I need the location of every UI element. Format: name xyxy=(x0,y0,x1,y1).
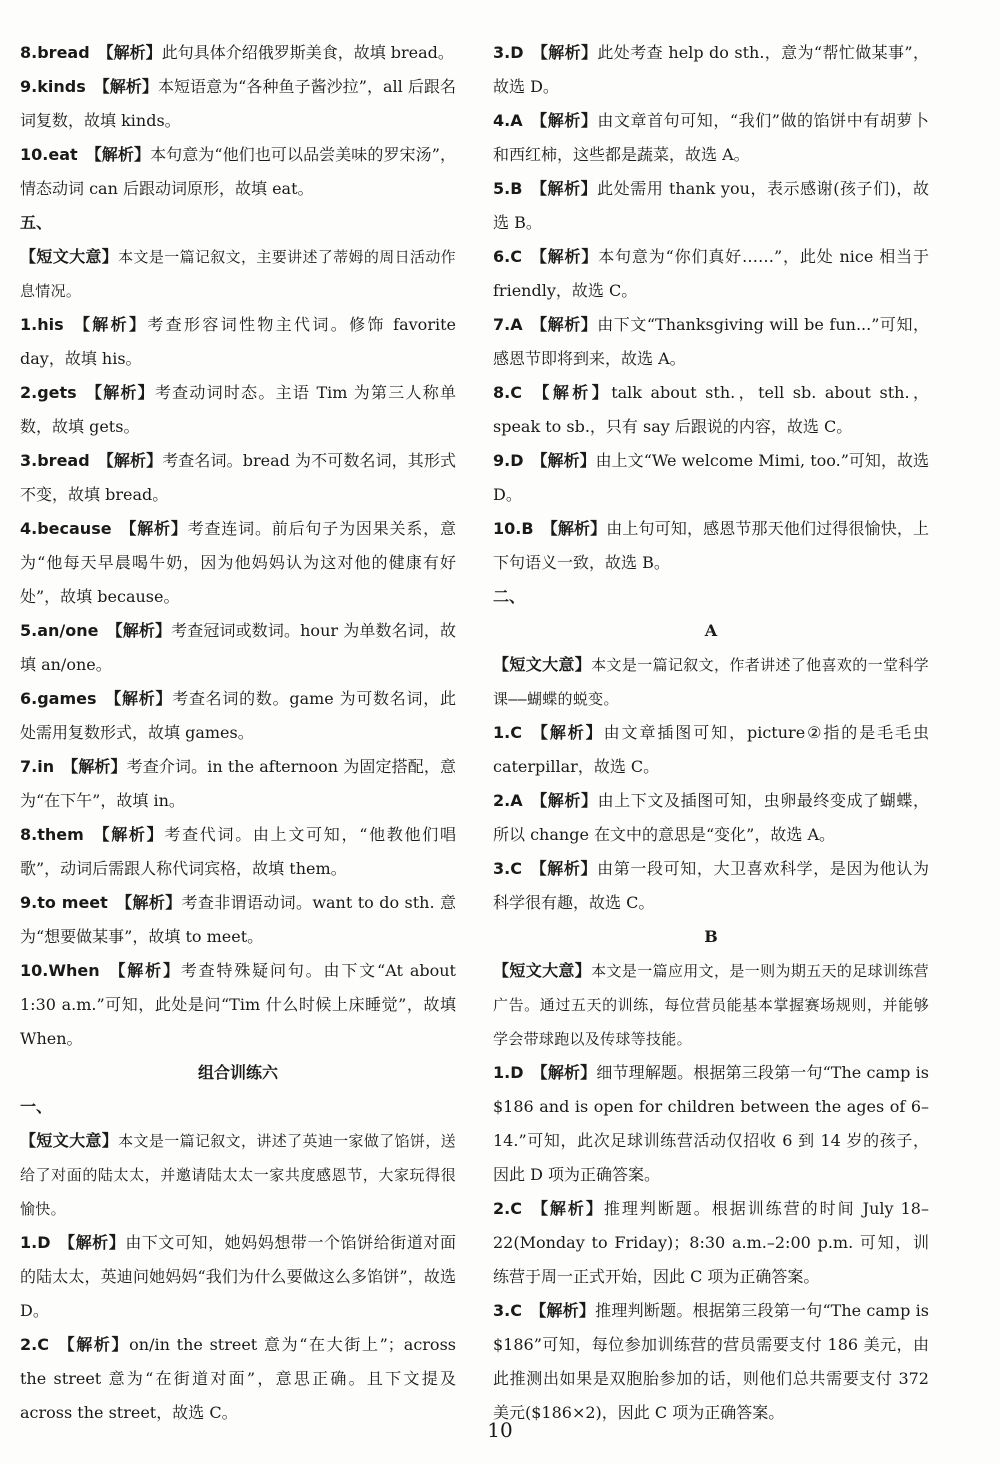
question-number: 10. xyxy=(20,145,49,164)
answer-entry xyxy=(493,512,929,580)
answer-entry xyxy=(20,308,456,376)
answer-text: bread xyxy=(37,451,90,470)
explanation-tag: 【解析】 xyxy=(541,519,607,538)
right-column xyxy=(493,36,929,1430)
summary-tag: 【短文大意】 xyxy=(493,961,592,980)
answer-entry xyxy=(493,716,929,784)
question-number: 1. xyxy=(493,1063,511,1082)
answer-text: When xyxy=(48,961,100,980)
answer-text: C xyxy=(37,1335,49,1354)
explanation-text: 本句意为“你们真好……”，此处 nice 相当于 friendly，故选 C。 xyxy=(493,247,929,300)
explanation-tag: 【解析】 xyxy=(85,145,151,164)
explanation-text: 由第一段可知，大卫喜欢科学，是因为他认为科学很有趣，故选 C。 xyxy=(493,859,929,912)
answer-text: D xyxy=(510,451,524,470)
explanation-tag: 【解析】 xyxy=(530,179,598,198)
summary-tag: 【短文大意】 xyxy=(493,655,592,674)
passage-summary xyxy=(493,954,929,1056)
question-number: 6. xyxy=(493,247,511,266)
answer-entry xyxy=(493,172,929,240)
page-number: 10 xyxy=(487,1418,513,1442)
explanation-text: 由文章插图可知，picture②指的是毛毛虫 caterpillar，故选 C。 xyxy=(493,723,929,776)
answer-entry xyxy=(493,240,929,308)
question-number: 5. xyxy=(20,621,38,640)
question-number: 10. xyxy=(20,961,49,980)
answer-text: B xyxy=(510,179,523,198)
answer-text: an/one xyxy=(37,621,99,640)
explanation-text: 由上下文及插图可知，虫卵最终变成了蝴蝶，所以 change 在文中的意思是“变化”，故选 A。 xyxy=(493,791,929,844)
answer-entry xyxy=(20,614,456,682)
explanation-text: 由下文可知，她妈妈想带一个馅饼给街道对面的陆太太，英迪问她妈妈“我们为什么要做这么多馅饼”，故选 D。 xyxy=(20,1233,456,1320)
explanation-tag: 【解析】 xyxy=(106,621,172,640)
summary-text: 本文是一篇应用文，是一则为期五天的足球训练营广告。通过五天的训练，每位营员能基本掌握赛场规则，并能够学会带球跑以及传球等技能。 xyxy=(493,962,929,1048)
summary-text: 本文是一篇记叙文，作者讲述了他喜欢的一堂科学课——蝴蝶的蜕变。 xyxy=(493,656,929,708)
passage-label: B xyxy=(704,927,718,946)
answer-text: B xyxy=(521,519,534,538)
explanation-tag: 【解析】 xyxy=(115,893,182,912)
explanation-tag: 【解析】 xyxy=(58,1233,126,1252)
explanation-tag: 【解析】 xyxy=(529,383,612,402)
answer-text: his xyxy=(37,315,64,334)
answer-entry xyxy=(20,818,456,886)
answer-text: them xyxy=(37,825,84,844)
explanation-text: 考查代词。由上文可知，“他教他们唱歌”，动词后需跟人称代词宾格，故填 them。 xyxy=(20,825,456,878)
answer-entry xyxy=(20,138,456,206)
answer-text: D xyxy=(510,1063,524,1082)
explanation-text: 考查特殊疑问句。由下文“At about 1:30 a.m.”可知，此处是问“Tim 什么时候上床睡觉”，故填 When。 xyxy=(20,961,456,1048)
question-number: 8. xyxy=(20,43,38,62)
explanation-tag: 【解析】 xyxy=(62,757,127,776)
explanation-text: 由下文“Thanksgiving will be fun...”可知，感恩节即将到来，故选 A。 xyxy=(493,315,929,368)
answer-entry xyxy=(493,444,929,512)
passage-summary xyxy=(20,240,456,308)
explanation-text: 由上句可知，感恩节那天他们过得很愉快，上下句语义一致，故选 B。 xyxy=(493,519,929,572)
left-column xyxy=(20,36,456,1430)
explanation-tag: 【解析】 xyxy=(104,689,173,708)
section-title: 组合训练六 xyxy=(197,1063,278,1082)
explanation-tag: 【解析】 xyxy=(529,1199,604,1218)
explanation-text: 由上文“We welcome Mimi, too.”可知，故选 D。 xyxy=(493,451,929,504)
explanation-text: 考查名词的数。game 为可数名词，此处需用复数形式，故填 games。 xyxy=(20,689,456,742)
answer-entry xyxy=(493,1192,929,1294)
explanation-text: talk about sth.，tell sb. about sth.，speak to sb.，只有 say 后跟说的内容，故选 C。 xyxy=(493,383,929,436)
summary-text: 本文是一篇记叙文，讲述了英迪一家做了馅饼，送给了对面的陆太太，并邀请陆太太一家共度感恩节，大家玩得很愉快。 xyxy=(20,1132,456,1218)
explanation-text: 此处需用 thank you，表示感谢(孩子们)，故选 B。 xyxy=(493,179,929,232)
section-heading: 二、 xyxy=(493,587,526,606)
summary-tag: 【短文大意】 xyxy=(20,1131,119,1150)
answer-text: bread xyxy=(37,43,90,62)
answer-text: kinds xyxy=(37,77,86,96)
answer-text: C xyxy=(510,859,522,878)
answer-text: gets xyxy=(37,383,77,402)
explanation-tag: 【解析】 xyxy=(56,1335,130,1354)
explanation-tag: 【解析】 xyxy=(531,451,596,470)
answer-text: C xyxy=(510,1301,522,1320)
section-heading: 五、 xyxy=(20,213,53,232)
question-number: 2. xyxy=(493,791,511,810)
question-number: 5. xyxy=(493,179,511,198)
explanation-tag: 【解析】 xyxy=(529,1301,596,1320)
explanation-text: 推理判断题。根据第三段第一句“The camp is $186”可知，每位参加训练营的营员需要支付 186 美元，由此推测出如果是双胞胎参加的话，则他们总共需要支付 372 美元($186×2)，因此 C 项为正确答案。 xyxy=(493,1301,929,1422)
answer-entry xyxy=(20,682,456,750)
answer-entry xyxy=(20,1226,456,1328)
explanation-tag: 【解析】 xyxy=(93,77,158,96)
explanation-text: 考查冠词或数词。hour 为单数名词，故填 an/one。 xyxy=(20,621,456,674)
question-number: 2. xyxy=(20,1335,38,1354)
passage-summary xyxy=(20,1124,456,1226)
answer-entry xyxy=(20,750,456,818)
question-number: 3. xyxy=(493,1301,511,1320)
answer-entry xyxy=(493,1294,929,1430)
explanation-tag: 【解析】 xyxy=(530,791,598,810)
explanation-text: 细节理解题。根据第三段第一句“The camp is $186 and is open for children between the ages of 6–14.”可知，此次足球训练营活动仅招收 6 到 14 岁的孩子，因此 D 项为正确答案。 xyxy=(493,1063,929,1184)
explanation-text: 考查非谓语动词。want to do sth. 意为“想要做某事”，故填 to meet。 xyxy=(20,893,456,946)
answer-entry xyxy=(20,954,456,1056)
answer-text: eat xyxy=(48,145,78,164)
question-number: 7. xyxy=(493,315,511,334)
question-number: 1. xyxy=(20,1233,38,1252)
explanation-tag: 【解析】 xyxy=(529,723,604,742)
section-heading: 一、 xyxy=(20,1097,53,1116)
answer-text: because xyxy=(37,519,112,538)
question-number: 4. xyxy=(20,519,38,538)
answer-text: C xyxy=(510,1199,522,1218)
question-number: 2. xyxy=(20,383,38,402)
answer-text: C xyxy=(510,247,522,266)
question-number: 10. xyxy=(493,519,522,538)
answer-text: games xyxy=(37,689,97,708)
question-number: 9. xyxy=(493,451,511,470)
answer-text: to meet xyxy=(37,893,108,912)
explanation-tag: 【解析】 xyxy=(107,961,181,980)
explanation-text: 本句意为“他们也可以品尝美味的罗宋汤”，情态动词 can 后跟动词原形，故填 eat。 xyxy=(20,145,456,198)
explanation-text: 此处考查 help do sth.，意为“帮忙做某事”，故选 D。 xyxy=(493,43,929,96)
question-number: 8. xyxy=(493,383,511,402)
explanation-text: 本短语意为“各种鱼子酱沙拉”，all 后跟名词复数，故填 kinds。 xyxy=(20,77,456,130)
explanation-text: 推理判断题。根据训练营的时间 July 18–22(Monday to Friday)；8:30 a.m.–2:00 p.m. 可知，训练营于周一正式开始，因此 C 项为正确答案。 xyxy=(493,1199,929,1286)
explanation-tag: 【解析】 xyxy=(530,111,598,130)
answer-entry xyxy=(493,308,929,376)
question-number: 9. xyxy=(20,77,38,96)
answer-text: A xyxy=(510,791,523,810)
explanation-text: 考查连词。前后句子为因果关系，意为“他每天早晨喝牛奶，因为他妈妈认为这对他的健康有好处”，故填 because。 xyxy=(20,519,456,606)
explanation-text: 考查名词。bread 为不可数名词，其形式不变，故填 bread。 xyxy=(20,451,456,504)
question-number: 2. xyxy=(493,1199,511,1218)
explanation-text: 此句具体介绍俄罗斯美食，故填 bread。 xyxy=(161,43,454,62)
explanation-tag: 【解析】 xyxy=(529,859,598,878)
answer-entry xyxy=(493,376,929,444)
answer-entry xyxy=(20,376,456,444)
explanation-tag: 【解析】 xyxy=(97,43,162,62)
answer-text: in xyxy=(37,757,55,776)
explanation-text: 考查介词。in the afternoon 为固定搭配，意为“在下午”，故填 in。 xyxy=(20,757,456,810)
answer-text: A xyxy=(510,315,523,334)
answer-text: C xyxy=(510,383,522,402)
explanation-tag: 【解析】 xyxy=(97,451,163,470)
passage-label: A xyxy=(704,621,718,640)
explanation-text: on/in the street 意为“在大街上”；across the street 意为“在街道对面”，意思正确。且下文提及 across the street，故选 C。 xyxy=(20,1335,456,1422)
question-number: 4. xyxy=(493,111,511,130)
answer-text: D xyxy=(510,43,524,62)
summary-text: 本文是一篇记叙文，主要讲述了蒂姆的周日活动作息情况。 xyxy=(20,248,456,300)
answer-entry xyxy=(20,36,456,70)
question-number: 3. xyxy=(20,451,38,470)
question-number: 7. xyxy=(20,757,38,776)
explanation-tag: 【解析】 xyxy=(530,315,598,334)
question-number: 6. xyxy=(20,689,38,708)
answer-entry xyxy=(20,70,456,138)
answer-text: A xyxy=(510,111,523,130)
answer-entry xyxy=(20,1328,456,1430)
answer-entry xyxy=(20,444,456,512)
question-number: 1. xyxy=(20,315,38,334)
answer-entry xyxy=(493,1056,929,1192)
question-number: 8. xyxy=(20,825,38,844)
question-number: 1. xyxy=(493,723,511,742)
explanation-tag: 【解析】 xyxy=(119,519,188,538)
question-number: 9. xyxy=(20,893,38,912)
explanation-tag: 【解析】 xyxy=(531,43,598,62)
answer-text: D xyxy=(37,1233,51,1252)
answer-entry xyxy=(493,784,929,852)
explanation-tag: 【解析】 xyxy=(91,825,165,844)
answer-text: C xyxy=(510,723,522,742)
explanation-text: 由文章首句可知，“我们”做的馅饼中有胡萝卜和西红柿，这些都是蔬菜，故选 A。 xyxy=(493,111,929,164)
answer-entry xyxy=(493,104,929,172)
passage-summary xyxy=(493,648,929,716)
explanation-tag: 【解析】 xyxy=(71,315,148,334)
summary-tag: 【短文大意】 xyxy=(20,247,119,266)
explanation-tag: 【解析】 xyxy=(531,1063,597,1082)
question-number: 3. xyxy=(493,859,511,878)
answer-entry xyxy=(20,512,456,614)
answer-entry xyxy=(20,886,456,954)
answer-entry xyxy=(493,852,929,920)
explanation-tag: 【解析】 xyxy=(84,383,155,402)
question-number: 3. xyxy=(493,43,511,62)
explanation-text: 考查形容词性物主代词。修饰 favorite day，故填 his。 xyxy=(20,315,456,368)
explanation-tag: 【解析】 xyxy=(529,247,599,266)
answer-entry xyxy=(493,36,929,104)
explanation-text: 考查动词时态。主语 Tim 为第三人称单数，故填 gets。 xyxy=(20,383,456,436)
